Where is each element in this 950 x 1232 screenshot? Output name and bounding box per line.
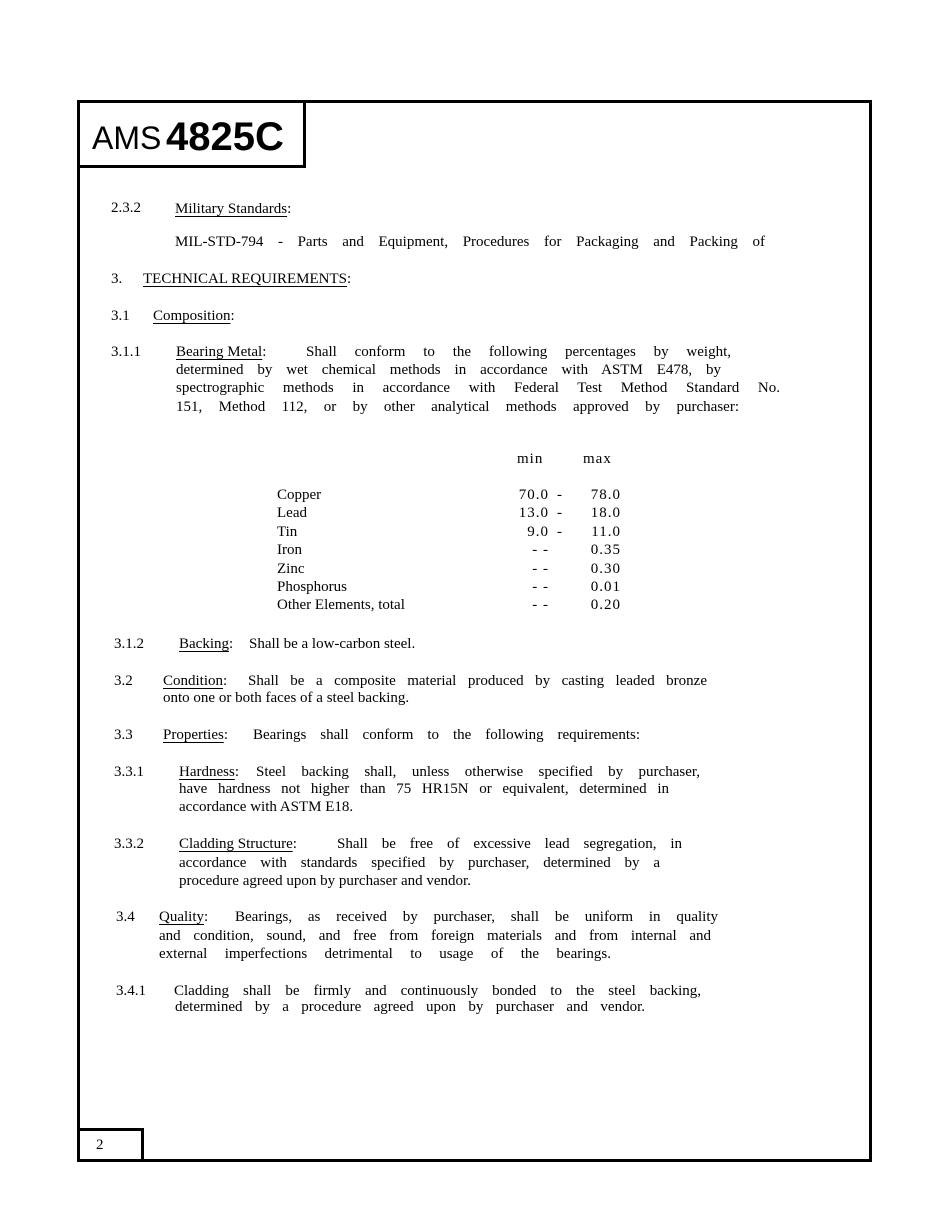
section-text: Bearings shall conform to the following requirements: [253, 727, 640, 743]
table-cell-separator: - [557, 487, 563, 503]
section-title: Condition [163, 673, 224, 689]
section-number: 3.1.1 [111, 344, 141, 360]
table-cell-min: - - [532, 579, 549, 595]
section-number: 3.3 [114, 727, 133, 743]
table-cell-separator: - [557, 505, 563, 522]
section-heading [179, 635, 233, 653]
table-cell-element: Lead [277, 505, 307, 522]
document-number: 4825C [166, 115, 284, 159]
colon: : [229, 636, 234, 652]
section-heading [176, 343, 266, 361]
table-cell-element: Phosphorus [277, 579, 348, 595]
table-cell-separator: - [557, 523, 563, 540]
section-heading [143, 270, 351, 288]
colon: : [347, 271, 352, 287]
table-cell-max: 0.30 [590, 560, 621, 577]
paragraph-line: onto one or both faces of a steel backing. [163, 690, 410, 706]
table-cell-max: 0.20 [590, 597, 621, 614]
table-cell-element: Zinc [277, 560, 305, 577]
section-number: 3.1.2 [114, 636, 144, 652]
section-title: TECHNICAL REQUIREMENTS [143, 271, 348, 287]
section-title: Military Standards [175, 201, 288, 217]
paragraph-line: Shall be free of excessive lead segregation, in [337, 836, 682, 852]
page-number: 2 [96, 1137, 104, 1153]
paragraph-line: Steel backing shall, unless otherwise specified by purchaser, [256, 764, 700, 780]
section-number: 3.3.1 [114, 764, 144, 780]
section-heading [159, 908, 208, 926]
table-cell-max: 11.0 [591, 523, 621, 540]
table-cell-min: 13.0 [518, 505, 549, 522]
paragraph-line: Bearings, as received by purchaser, shall be uniform in quality [235, 909, 718, 925]
colon: : [204, 909, 209, 925]
section-number: 3.4.1 [116, 983, 146, 999]
table-cell-min: 9.0 [527, 523, 549, 540]
table-cell-element: Copper [277, 487, 322, 503]
colon: : [230, 308, 235, 324]
paragraph-line: accordance with ASTM E18. [179, 799, 354, 815]
table-cell-element: Other Elements, total [277, 597, 405, 614]
section-number: 3.2 [114, 673, 133, 689]
paragraph-line: spectrographic methods in accordance with Federal Test Method Standard No. [176, 380, 780, 396]
section-title: Properties [163, 727, 224, 743]
colon: : [262, 344, 267, 360]
section-title: Composition [153, 308, 231, 324]
table-cell-max: 18.0 [590, 505, 621, 522]
section-number: 3.4 [116, 909, 135, 925]
colon: : [223, 727, 228, 743]
table-cell-element: Tin [277, 523, 298, 540]
paragraph-line: and condition, sound, and free from foreign materials and from internal and [159, 928, 711, 944]
paragraph-line: Shall conform to the following percentages by weight, [306, 344, 731, 360]
document-prefix: AMS [92, 120, 162, 156]
document-id-box [77, 100, 306, 168]
section-heading [163, 672, 227, 690]
table-cell-max: 0.35 [590, 542, 621, 559]
colon: : [234, 764, 239, 780]
colon: : [223, 673, 228, 689]
section-heading [179, 763, 239, 781]
paragraph-line: Cladding shall be firmly and continuously bonded to the steel backing, [174, 983, 701, 999]
colon: : [292, 836, 297, 852]
table-cell-min: - - [532, 560, 549, 577]
section-title: Cladding Structure [179, 836, 293, 852]
table-header-max: max [583, 451, 612, 467]
section-text: Shall be a low-carbon steel. [249, 636, 416, 652]
table-cell-element: Iron [277, 542, 302, 559]
section-title: Quality [159, 909, 204, 925]
paragraph-line: have hardness not higher than 75 HR15N or equivalent, determined in [179, 781, 669, 797]
paragraph-line: procedure agreed upon by purchaser and vendor. [179, 873, 471, 889]
paragraph-line: external imperfections detrimental to usage of the bearings. [159, 946, 611, 962]
paragraph-line: determined by a procedure agreed upon by purchaser and vendor. [175, 999, 645, 1015]
section-title: Hardness [179, 764, 235, 780]
page-number-box [77, 1128, 144, 1162]
section-title: Backing [179, 636, 229, 652]
table-cell-max: 78.0 [590, 487, 621, 503]
section-heading [175, 200, 291, 218]
paragraph-line: determined by wet chemical methods in accordance with ASTM E478, by [176, 362, 721, 378]
section-heading [179, 835, 297, 853]
table-cell-max: 0.01 [590, 579, 621, 595]
section-heading [163, 726, 228, 744]
section-heading [153, 307, 235, 325]
section-number: 3.3.2 [114, 836, 144, 852]
paragraph-line: Shall be a composite material produced by casting leaded bronze [248, 673, 707, 689]
section-number: 3.1 [111, 308, 130, 324]
table-cell-min: 70.0 [518, 487, 549, 503]
paragraph-line: accordance with standards specified by purchaser, determined by a [179, 855, 660, 871]
paragraph-line: 151, Method 112, or by other analytical methods approved by purchaser: [176, 399, 739, 415]
table-cell-min: - - [532, 542, 549, 559]
colon: : [287, 201, 292, 217]
section-number: 3. [111, 271, 123, 287]
table-header-min: min [517, 451, 544, 467]
table-cell-min: - - [532, 597, 549, 614]
section-number: 2.3.2 [111, 200, 141, 216]
section-title: Bearing Metal [176, 344, 263, 360]
section-text: MIL-STD-794 - Parts and Equipment, Procedures for Packaging and Packing of [175, 234, 765, 250]
